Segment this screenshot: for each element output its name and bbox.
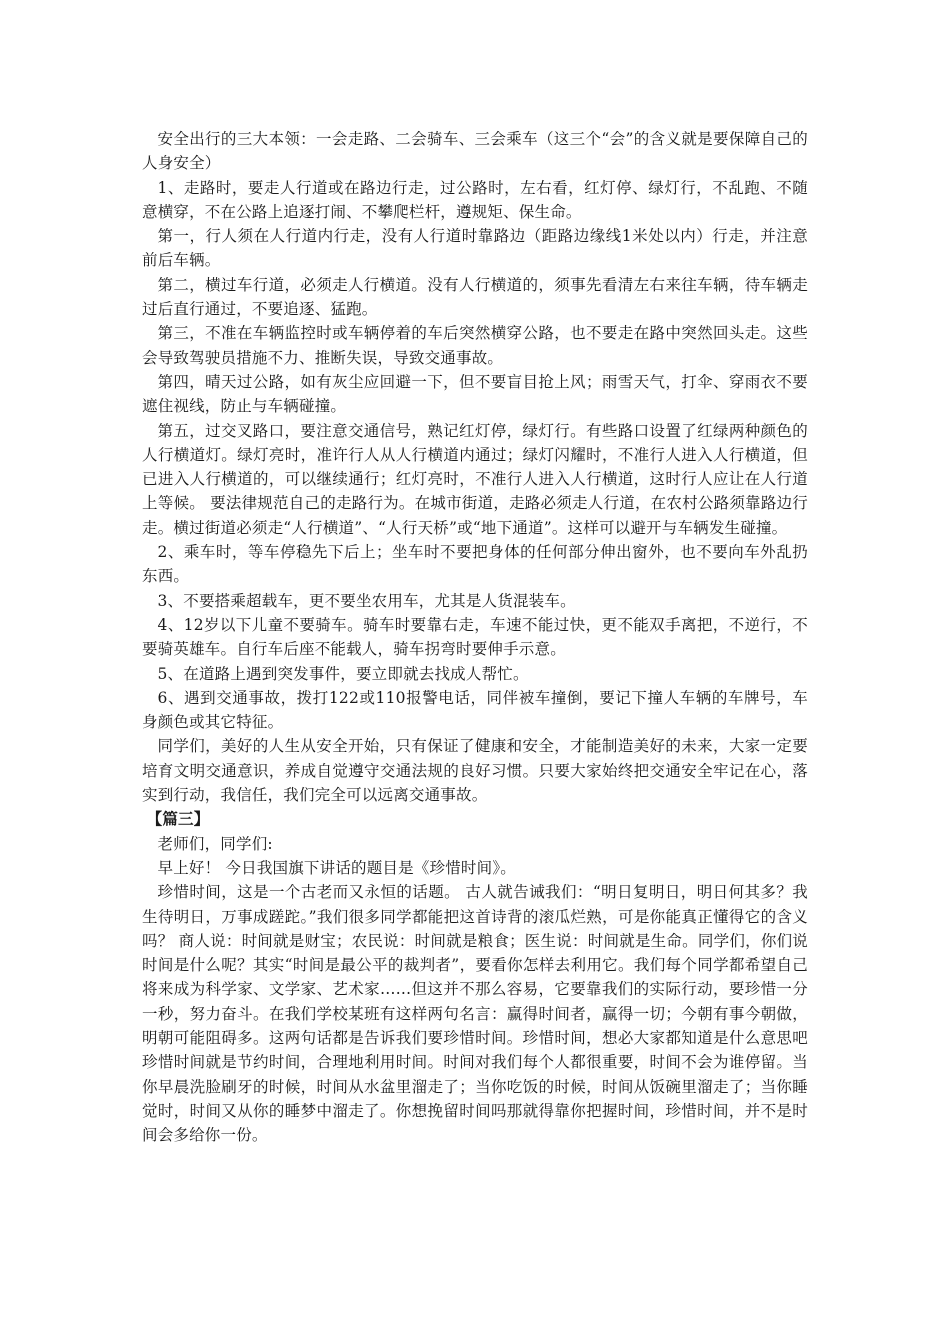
paragraph-conclusion: 同学们，美好的人生从安全开始，只有保证了健康和安全，才能制造美好的未来，大家一定要培育文明交通意识，养成自觉遵守交通法规的良好习惯。只要大家始终把交通安全牢记在心，落实到行动，我信任，我们完全可以远离交通事故。 [142, 737, 808, 805]
section-heading: 【篇三】 [146, 809, 210, 829]
paragraph-second: 第二，横过车行道，必须走人行横道。没有人行横道的，须事先看清左右来往车辆，待车辆走过后直行通过，不要追逐、猛跑。 [142, 275, 808, 319]
paragraph-emergency: 5、在道路上遇到突发事件，要立即就去找成人帮忙。 [157, 664, 529, 683]
paragraph-intro: 安全出行的三大本领：一会走路、二会骑车、三会乘车（这三个“会”的含义就是要保障自己的人身安全） [142, 130, 808, 173]
paragraph-cycling: 4、12岁以下儿童不要骑车。骑车时要靠右走，车速不能过快，更不能双手离把，不逆行，不要骑英雄车。自行车后座不能载人，骑车拐弯时要伸手示意。 [142, 615, 808, 659]
paragraph-third: 第三，不准在车辆监控时或车辆停着的车后突然横穿公路，也不要走在路中突然回头走。这些会导致驾驶员措施不力、推断失误，导致交通事故。 [142, 324, 808, 367]
paragraph-fifth: 第五，过交叉路口，要注意交通信号，熟记红灯停，绿灯行。有些路口设置了红绿两种颜色的人行横道灯。绿灯亮时，准许行人从人行横道内通过；绿灯闪耀时，不准行人进入人行横道，但已进入人行横道的，可以继续通行；红灯亮时，不准行人进入人行横道，这时行人应让在人行道上等候。 要法律规范自己的走路行为。在城市街道，走路必须走人行道，在农村公路须靠路边行走。横过街道必须走“人行横道”、“人行天桥”或“地下通道”。这样可以避开与车辆发生碰撞。 [142, 421, 808, 537]
paragraph-accident: 6、遇到交通事故，拨打122或110报警电话，同伴被车撞倒，要记下撞人车辆的车牌号，车身颜色或其它特征。 [142, 688, 808, 732]
paragraph-walking: 1、走路时，要走人行道或在路边行走，过公路时，左右看，红灯停、绿灯行，不乱跑、不随意横穿，不在公路上追逐打闹、不攀爬栏杆，遵规矩、保生命。 [142, 178, 808, 221]
paragraph-greeting: 老师们，同学们: [157, 834, 273, 853]
paragraph-riding: 2、乘车时，等车停稳先下后上；坐车时不要把身体的任何部分伸出窗外，也不要向车外乱扔东西。 [142, 543, 808, 586]
paragraph-cherish-time: 珍惜时间，这是一个古老而又永恒的话题。 古人就告诫我们：“明日复明日，明日何其多？我生待明日，万事成蹉跎。”我们很多同学都能把这首诗背的滚瓜烂熟，可是你能真正懂得它的含义吗？ 商人说：时间就是财宝；农民说：时间就是粮食；医生说：时间就是生命。同学们，你们说时间是什么呢？其实“时间是最公平的裁判者”，要看你怎样去利用它。我们每个同学都希望自己将来成为科学家、文学家、艺术家……但这并不那么容易，它要靠我们的实际行动，要珍惜一分一秒，努力奋斗。在我们学校某班有这样两句名言：赢得时间者，赢得一切；今朝有事今朝做，明朝可能阻碍多。这两句话都是告诉我们要珍惜时间。珍惜时间，想必大家都知道是什么意思吧珍惜时间就是节约时间，合理地利用时间。时间对我们每个人都很重要，时间不会为谁停留。当你早晨洗脸刷牙的时候，时间从水盆里溜走了；当你吃饭的时候，时间从饭碗里溜走了；当你睡觉时，时间又从你的睡梦中溜走了。你想挽留时间吗那就得靠你把握时间，珍惜时间，并不是时间会多给你一份。 [142, 883, 808, 1145]
document-body [142, 127, 808, 1147]
paragraph-fourth: 第四，晴天过公路，如有灰尘应回避一下，但不要盲目抢上风；雨雪天气，打伞、穿雨衣不要遮住视线，防止与车辆碰撞。 [142, 372, 808, 416]
paragraph-topic: 早上好！ 今日我国旗下讲话的题目是《珍惜时间》。 [157, 858, 516, 877]
paragraph-first: 第一，行人须在人行道内行走，没有人行道时靠路边（距路边缘线1米处以内）行走，并注意前后车辆。 [142, 227, 808, 270]
paragraph-overloaded: 3、不要搭乘超载车，更不要坐农用车，尤其是人货混装车。 [157, 591, 576, 610]
